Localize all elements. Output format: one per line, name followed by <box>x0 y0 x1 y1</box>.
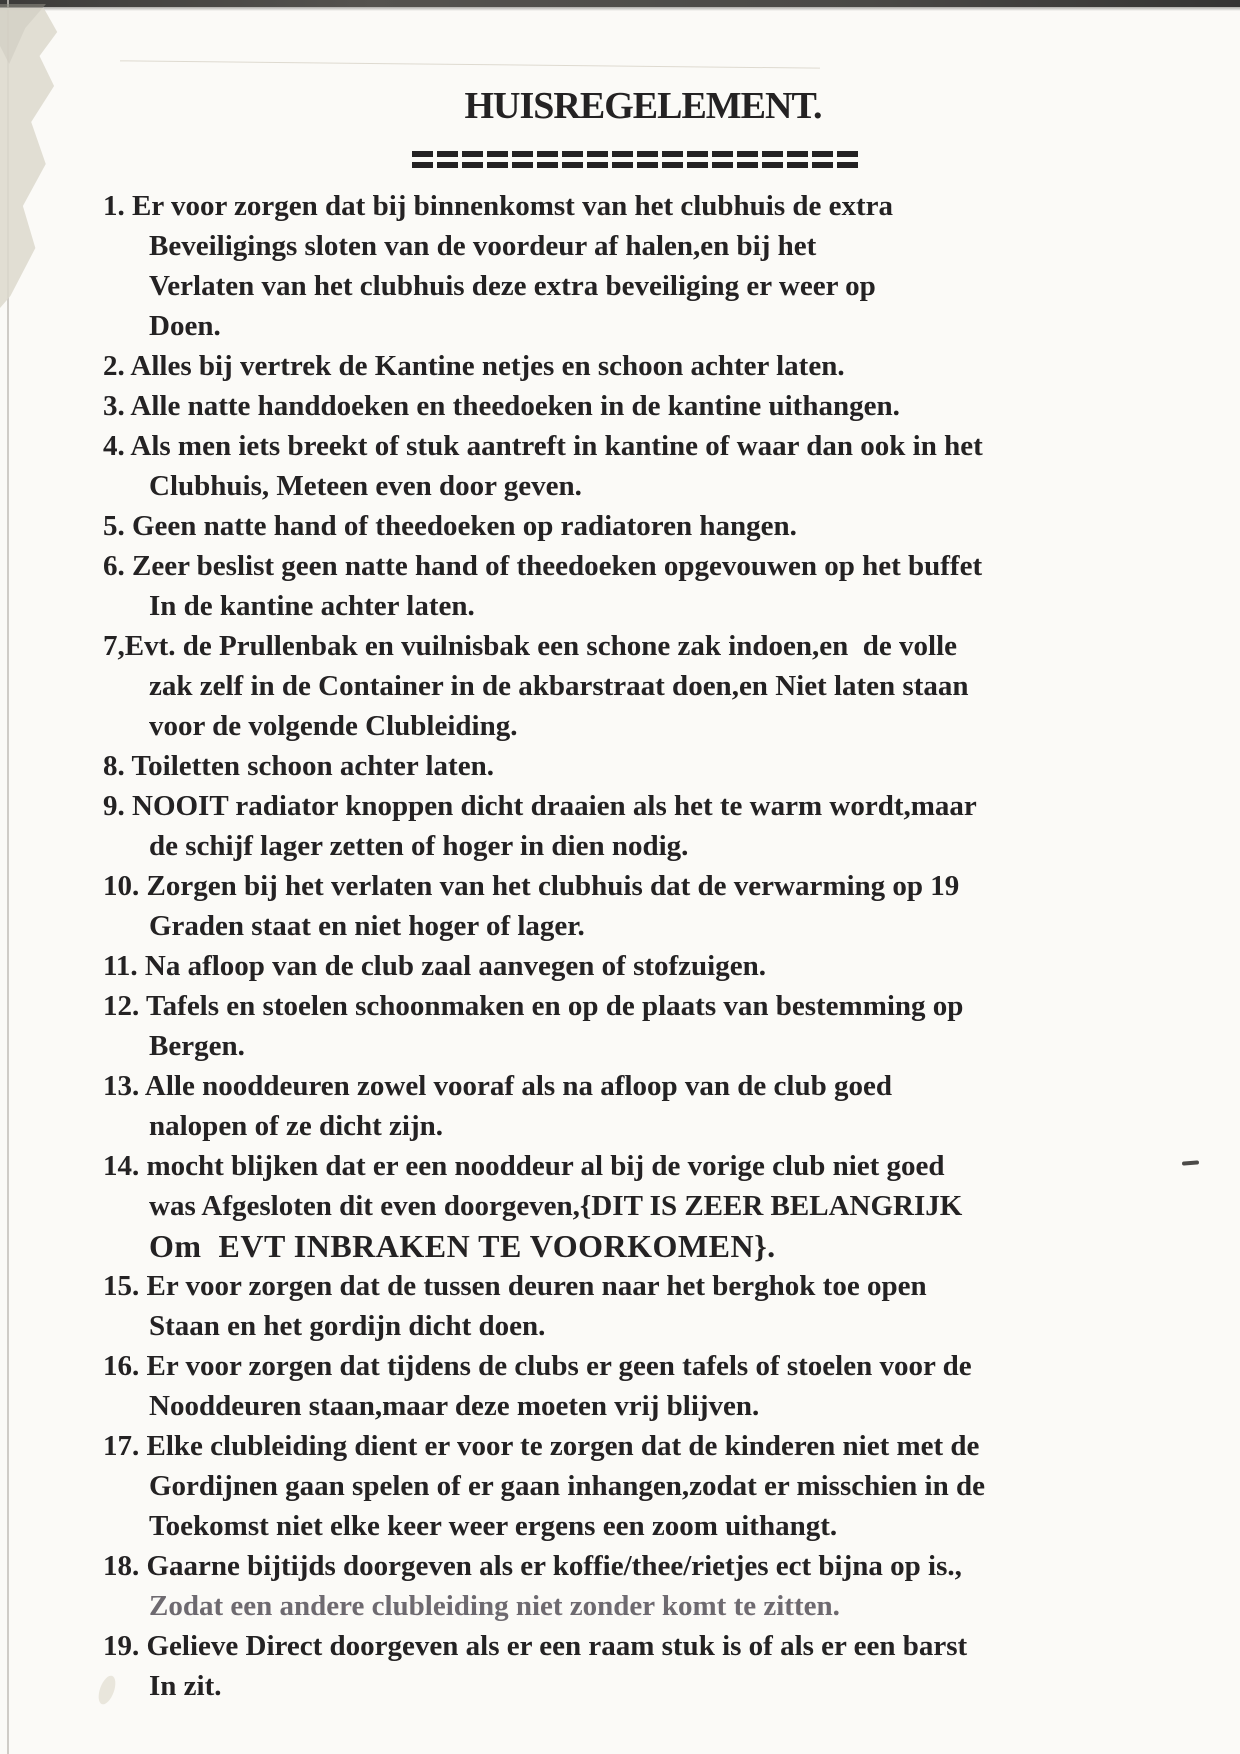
rule-item <box>103 1426 1183 1546</box>
rule-line: Om EVT INBRAKEN TE VOORKOMEN}. <box>149 1228 776 1264</box>
rule-line: 19. Gelieve Direct doorgeven als er een raam stuk is of als er een barst <box>103 1630 968 1662</box>
rule-item <box>103 986 1183 1066</box>
rule-line: 16. Er voor zorgen dat tijdens de clubs er geen tafels of stoelen voor de <box>103 1350 972 1382</box>
rule-line: Zodat een andere clubleiding niet zonder komt te zitten. <box>149 1590 840 1622</box>
rule-item <box>103 746 1183 786</box>
rule-item <box>103 866 1183 946</box>
tape-mark-artifact <box>0 8 104 308</box>
rule-line: 5. Geen natte hand of theedoeken op radiatoren hangen. <box>103 510 797 542</box>
rule-line: 3. Alle natte handdoeken en theedoeken in de kantine uithangen. <box>103 390 900 422</box>
rule-line: 15. Er voor zorgen dat de tussen deuren naar het berghok toe open <box>103 1270 927 1302</box>
rule-line: Staan en het gordijn dicht doen. <box>149 1310 546 1342</box>
rule-line: Graden staat en niet hoger of lager. <box>149 910 585 942</box>
rule-line: 12. Tafels en stoelen schoonmaken en op de plaats van bestemming op <box>103 990 964 1022</box>
rule-item <box>103 426 1183 506</box>
rule-line: 10. Zorgen bij het verlaten van het clubhuis dat de verwarming op 19 <box>103 870 960 902</box>
rule-line: 9. NOOIT radiator knoppen dicht draaien als het te warm wordt,maar <box>103 790 977 822</box>
rule-item <box>103 1066 1183 1146</box>
rule-item <box>103 786 1183 866</box>
rule-line: Doen. <box>149 310 221 342</box>
rule-item <box>103 186 1183 346</box>
title-underline-bar <box>412 151 860 157</box>
scan-top-edge <box>0 0 1240 7</box>
rule-line: 17. Elke clubleiding dient er voor te zorgen dat de kinderen niet met de <box>103 1430 980 1462</box>
rule-line: 2. Alles bij vertrek de Kantine netjes en schoon achter laten. <box>103 350 845 382</box>
rule-item <box>103 346 1183 386</box>
page-title: HUISREGELEMENT. <box>464 85 822 127</box>
rule-line: 4. Als men iets breekt of stuk aantreft in kantine of waar dan ook in het <box>103 430 983 462</box>
rule-item <box>103 1266 1183 1346</box>
rule-line: Nooddeuren staan,maar deze moeten vrij blijven. <box>149 1390 760 1422</box>
rules-list <box>103 186 1183 1706</box>
rule-line: 1. Er voor zorgen dat bij binnenkomst van het clubhuis de extra <box>103 190 894 222</box>
rule-item <box>103 946 1183 986</box>
rule-line: de schijf lager zetten of hoger in dien nodig. <box>149 830 689 862</box>
scan-top-edge-shadow <box>0 7 1240 11</box>
rule-line: zak zelf in de Container in de akbarstraat doen,en Niet laten staan <box>149 670 969 702</box>
rule-line: In zit. <box>149 1670 222 1702</box>
rule-item <box>103 1346 1183 1426</box>
rule-line: was Afgesloten dit even doorgeven,{DIT IS ZEER BELANGRIJK <box>149 1190 963 1222</box>
rule-line: In de kantine achter laten. <box>149 590 475 622</box>
rule-line: Bergen. <box>149 1030 245 1062</box>
rule-item <box>103 626 1183 746</box>
rule-item <box>103 386 1183 426</box>
rule-line: nalopen of ze dicht zijn. <box>149 1110 444 1142</box>
pen-dash-artifact <box>1182 1160 1199 1165</box>
rule-item <box>103 546 1183 626</box>
rule-line: Gordijnen gaan spelen of er gaan inhangen,zodat er misschien in de <box>149 1470 985 1502</box>
rule-line: 6. Zeer beslist geen natte hand of theedoeken opgevouwen op het buffet <box>103 550 983 582</box>
scan-scratch-line <box>120 60 820 68</box>
title-underline <box>412 151 860 172</box>
rule-item <box>103 1146 1183 1266</box>
rule-line: Toekomst niet elke keer weer ergens een zoom uithangt. <box>149 1510 838 1542</box>
title-underline-bar <box>412 162 860 168</box>
rule-item <box>103 506 1183 546</box>
rule-item <box>103 1546 1183 1626</box>
rule-line: Clubhuis, Meteen even door geven. <box>149 470 582 502</box>
rule-item <box>103 1626 1183 1706</box>
rule-line: voor de volgende Clubleiding. <box>149 710 518 742</box>
rule-line: 8. Toiletten schoon achter laten. <box>103 750 494 782</box>
rule-line: Beveiligings sloten van de voordeur af halen,en bij het <box>149 230 817 262</box>
rule-line: 13. Alle nooddeuren zowel vooraf als na afloop van de club goed <box>103 1070 892 1102</box>
rule-line: 18. Gaarne bijtijds doorgeven als er koffie/thee/rietjes ect bijna op is., <box>103 1550 962 1582</box>
rule-line: Verlaten van het clubhuis deze extra beveiliging er weer op <box>149 270 876 302</box>
rule-line: 14. mocht blijken dat er een nooddeur al bij de vorige club niet goed <box>103 1150 945 1182</box>
rule-line: 11. Na afloop van de club zaal aanvegen of stofzuigen. <box>103 950 766 982</box>
rule-line: 7,Evt. de Prullenbak en vuilnisbak een schone zak indoen,en de volle <box>103 630 958 662</box>
